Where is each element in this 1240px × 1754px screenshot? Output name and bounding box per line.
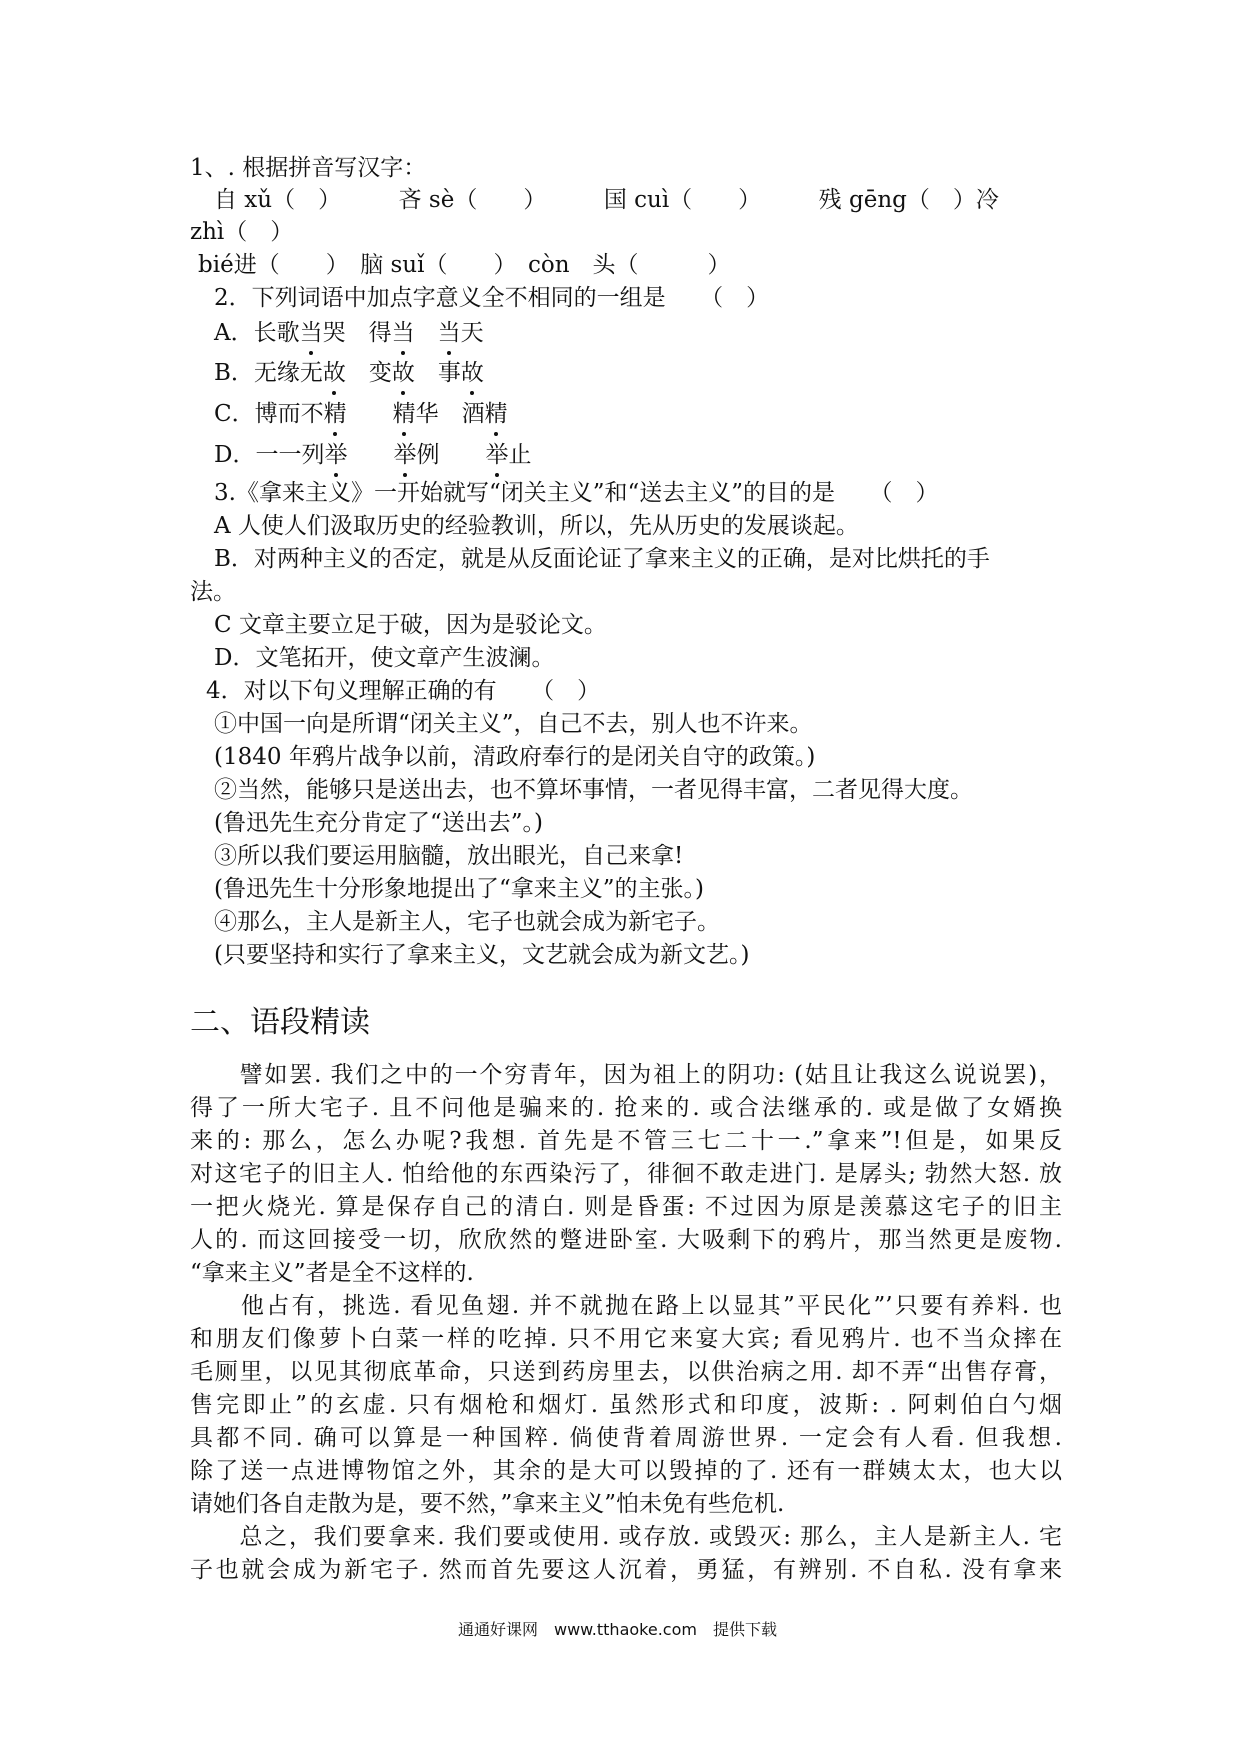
paragraph-line: 得了一所大宅子. 且不问他是骗来的. 抢来的. 或合法继承的. 或是做了女婿换 — [190, 1095, 1062, 1121]
q3-option-a: A 人使人们汲取历史的经验教训，所以，先从历史的发展谈起。 — [214, 513, 859, 539]
q1-line-2: zhì（ ） — [190, 219, 294, 245]
option-text: 天 — [460, 320, 484, 346]
option-text — [415, 320, 438, 346]
q3-option-b-cont: 法。 — [190, 579, 236, 605]
paragraph-line: 对这宅子的旧主人. 怕给他的东西染污了，徘徊不敢走进门. 是孱头; 勃然大怒. 放 — [190, 1161, 1062, 1187]
q4-item: ①中国一向是所谓“闭关主义”，自己不去，别人也不许来。 — [214, 711, 813, 737]
paragraph-line: 子也就会成为新宅子. 然而首先要这人沉着，勇猛，有辨别. 不自私. 没有拿来 — [190, 1557, 1062, 1583]
option-text: 哭 得 — [322, 320, 392, 346]
q4-item: (鲁迅先生充分肯定了“送出去”。) — [214, 810, 543, 836]
q4-item: (只要坚持和实行了拿来主义，文艺就会成为新文艺。) — [214, 942, 750, 968]
q1-line-3: bié进（ ） 脑 suǐ（ ） còn 头（ ） — [198, 252, 731, 278]
paragraph-line: 请她们各自走散为是，要不然，”拿来主义”怕未免有些危机. — [190, 1491, 785, 1517]
paragraph-line: 和朋友们像萝卜白菜一样的吃掉. 只不用它来宴大宾; 看见鸦片. 也不当众摔在 — [190, 1326, 1062, 1352]
dotted-char: 当 — [437, 320, 461, 346]
paragraph-line: 他占有，挑选. 看见鱼翅. 并不就抛在路上以显其”平民化”’只要有养料. 也 — [190, 1293, 1062, 1319]
paragraph-line: 总之，我们要拿来. 我们要或使用. 或存放. 或毁灭: 那么，主人是新主人. 宅 — [190, 1524, 1062, 1550]
q2-option-a — [214, 318, 484, 348]
paragraph-2 — [190, 1290, 1062, 1521]
q2-stem: 2．下列词语中加点字意义全不相同的一组是 （ ） — [214, 285, 770, 311]
dotted-char: 举 — [485, 442, 509, 468]
paragraph-line: 来的: 那么，怎么办呢?我想. 首先是不管三七二十一.”拿来”!但是，如果反 — [190, 1128, 1062, 1154]
dotted-char: 精 — [323, 401, 347, 427]
option-text: 华 酒 — [415, 401, 485, 427]
q3-stem: 3.《拿来主义》一开始就写“闭关主义”和“送去主义”的目的是 （ ） — [214, 480, 939, 506]
q3-option-d: D．文笔拓开，使文章产生波澜。 — [214, 645, 555, 671]
section-heading: 二、语段精读 — [190, 1005, 370, 1040]
paragraph-1 — [190, 1059, 1062, 1290]
q3-option-b: B．对两种主义的否定，就是从反面论证了拿来主义的正确，是对比烘托的手 — [214, 546, 990, 572]
dotted-char: 举 — [393, 442, 417, 468]
dotted-char: 当 — [391, 320, 415, 346]
option-text: 事 — [414, 360, 461, 386]
q4-item: ④那么，主人是新主人，宅子也就会成为新宅子。 — [214, 909, 720, 935]
option-text — [347, 401, 393, 427]
option-text: 变 — [345, 360, 392, 386]
option-text: 止 — [508, 442, 532, 468]
paragraph-line: 譬如罢. 我们之中的一个穷青年，因为祖上的阴功: (姑且让我这么说说罢)， — [190, 1062, 1062, 1088]
q3-option-c: C 文章主要立足于破，因为是驳论文。 — [214, 612, 607, 638]
paragraph-3 — [190, 1521, 1062, 1587]
dotted-char: 精 — [484, 401, 508, 427]
q4-stem: 4．对以下句义理解正确的有 （ ） — [206, 678, 601, 704]
footer-credit: 通通好课网 www.tthaoke.com 提供下载 — [458, 1620, 777, 1639]
paragraph-line: 一把火烧光. 算是保存自己的清白. 则是昏蛋: 不过因为原是羡慕这宅子的旧主 — [190, 1194, 1062, 1220]
option-text: 例 — [416, 442, 486, 468]
dotted-char: 当 — [299, 320, 323, 346]
paragraph-line: 除了送一点进博物馆之外，其余的是大可以毁掉的了. 还有一群姨太太，也大以 — [190, 1458, 1062, 1484]
paragraph-line: “拿来主义”者是全不这样的. — [190, 1260, 474, 1286]
dotted-char: 精 — [392, 401, 416, 427]
q2-option-c — [214, 399, 508, 429]
paragraph-line: 具都不同. 确可以算是一种国粹. 倘使背着周游世界. 一定会有人看. 但我想. — [190, 1425, 1062, 1451]
q4-item: (1840 年鸦片战争以前，清政府奉行的是闭关自守的政策。) — [214, 744, 816, 770]
q2-option-b — [214, 358, 484, 388]
q4-item: (鲁迅先生十分形象地提出了“拿来主义”的主张。) — [214, 876, 704, 902]
option-text: A．长歌 — [214, 320, 300, 346]
dotted-char: 故 — [322, 360, 346, 386]
dotted-char: 故 — [460, 360, 484, 386]
dotted-char: 举 — [324, 442, 348, 468]
paragraph-line: 售完即止”的玄虚. 只有烟枪和烟灯. 虽然形式和印度，波斯: . 阿剌伯白勺烟 — [190, 1392, 1062, 1418]
option-text: C．博而不 — [214, 401, 324, 427]
q1-line-1: 自 xǔ（ ） 吝 sè（ ） 国 cuì（ ） 残 gēng（ ）冷 — [214, 187, 999, 213]
option-text: B．无缘无 — [214, 360, 323, 386]
option-text — [347, 442, 393, 468]
option-text: D．一一列 — [214, 442, 325, 468]
dotted-char: 故 — [391, 360, 415, 386]
q1-title: 1、. 根据拼音写汉字： — [190, 155, 427, 181]
paragraph-line: 人的. 而这回接受一切，欣欣然的蹩进卧室. 大吸剩下的鸦片，那当然更是废物. — [190, 1227, 1062, 1253]
q2-option-d — [214, 440, 531, 470]
q4-item: ③所以我们要运用脑髓，放出眼光，自己来拿! — [214, 843, 684, 869]
q4-item: ②当然，能够只是送出去，也不算坏事情，一者见得丰富，二者见得大度。 — [214, 777, 973, 803]
paragraph-line: 毛厕里，以见其彻底革命，只送到药房里去，以供治病之用. 却不弄“出售存膏， — [190, 1359, 1062, 1385]
